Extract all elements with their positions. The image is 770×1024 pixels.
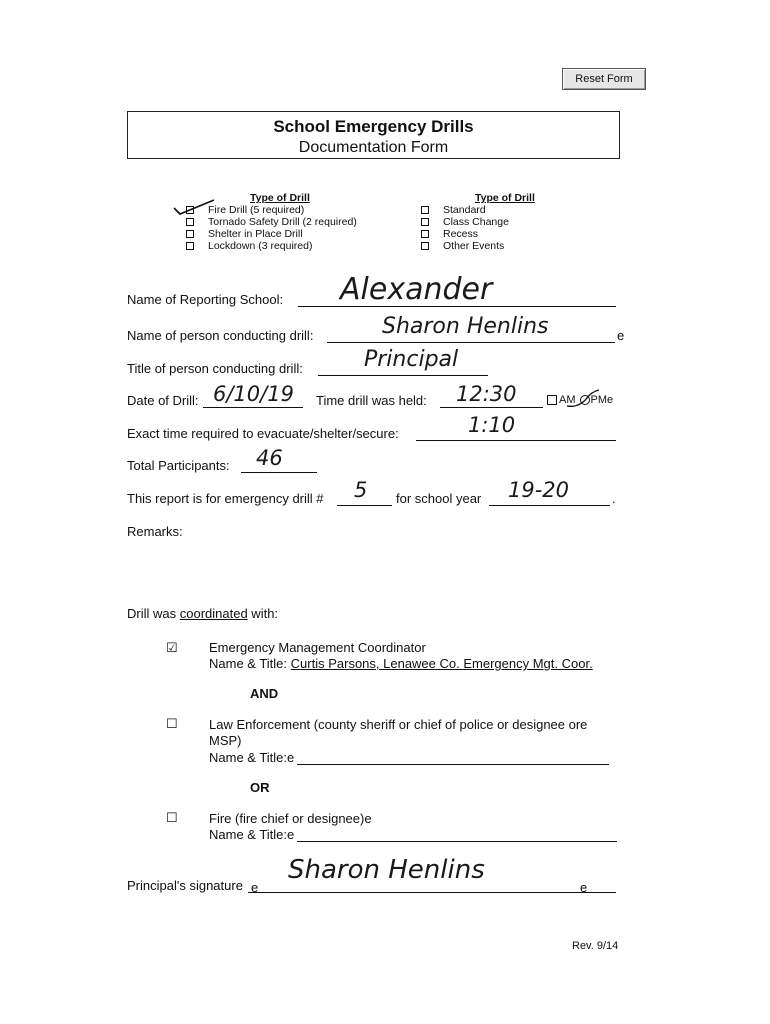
fire-name-line[interactable] [297,841,617,842]
date-label: Date of Drill: [127,393,199,408]
checkbox-lockdown-drill[interactable] [186,242,194,250]
signature-line [248,892,616,893]
option-fire-drill[interactable]: Fire Drill (5 required) [186,204,357,216]
checkbox-shelter-drill[interactable] [186,230,194,238]
person-label: Name of person conducting drill: [127,328,314,343]
am-pm-group: AM PM e [547,394,613,406]
participants-line [241,472,317,473]
checkbox-emc[interactable]: ☑ [166,640,178,655]
option-shelter-drill[interactable]: Shelter in Place Drill [186,228,357,240]
time-line [440,407,543,408]
law-label: Law Enforcement (county sheriff or chief of police or designee ore [209,717,588,732]
law-name-line[interactable] [297,764,609,765]
time-value[interactable]: 12:30 [456,382,517,406]
option-standard[interactable]: Standard [421,204,535,216]
law-label-2: MSP) [209,733,242,748]
year-value[interactable]: 19-20 [508,478,570,502]
drill-type-right [421,192,535,252]
fire-label: Fire (fire chief or designee)e [209,811,372,826]
checkbox-standard[interactable] [421,206,429,214]
date-value[interactable]: 6/10/19 [213,382,294,406]
checkbox-tornado-drill[interactable] [186,218,194,226]
drill-type-heading-left: Type of Drill [250,192,310,204]
person-line [327,342,615,343]
checkbox-law[interactable]: ☐ [166,716,178,731]
checkbox-am[interactable] [547,395,557,405]
emc-name-row: Name & Title: Curtis Parsons, Lenawee Co. Emergency Mgt. Coor. [209,656,593,671]
time-label: Time drill was held: [316,393,427,408]
school-value[interactable]: Alexander [340,272,493,307]
checkbox-recess[interactable] [421,230,429,238]
option-lockdown-drill[interactable]: Lockdown (3 required) [186,240,357,252]
form-subtitle: Documentation Form [298,139,449,156]
reset-form-button[interactable]: Reset Form [562,68,646,90]
emc-name-value[interactable]: Curtis Parsons, Lenawee Co. Emergency Mgt. Coor. [290,656,593,671]
report-value[interactable]: 5 [354,478,368,502]
option-recess[interactable]: Recess [421,228,535,240]
fire-name-label: Name & Title:e [209,827,295,842]
form-title: School Emergency Drills [273,117,474,136]
hand-checkmark-icon [170,196,220,218]
signature-value[interactable]: Sharon Henlins [288,855,485,885]
option-other-events[interactable]: Other Events [421,240,535,252]
checkbox-fire[interactable]: ☐ [166,810,178,825]
revision-label: Rev. 9/14 [572,940,619,952]
checkbox-other-events[interactable] [421,242,429,250]
report-label: This report is for emergency drill # [127,491,324,506]
or-label: OR [250,780,270,795]
title-box [127,111,620,159]
report-line [337,505,392,506]
person-title-line [318,375,488,376]
exact-time-value[interactable]: 1:10 [468,413,516,437]
signature-label: Principal's signature [127,878,243,893]
school-label: Name of Reporting School: [127,292,284,307]
checkbox-class-change[interactable] [421,218,429,226]
year-label: for school year [396,491,482,506]
year-line [489,505,610,506]
exact-time-label: Exact time required to evacuate/shelter/secure: [127,426,399,441]
remarks-label: Remarks: [127,524,183,539]
person-title-label: Title of person conducting drill: [127,361,303,376]
drill-type-heading-right: Type of Drill [475,192,535,204]
and-label: AND [250,686,279,701]
participants-label: Total Participants: [127,458,230,473]
coordination-heading: Drill was coordinated with: [127,606,279,621]
exact-time-line [416,440,616,441]
pm-scribble-icon [565,388,605,410]
participants-value[interactable]: 46 [256,446,283,470]
person-value[interactable]: Sharon Henlins [382,314,549,339]
emc-label: Emergency Management Coordinator [209,640,426,655]
option-class-change[interactable]: Class Change [421,216,535,228]
person-title-value[interactable]: Principal [364,347,459,372]
date-line [203,407,303,408]
option-tornado-drill[interactable]: Tornado Safety Drill (2 required) [186,216,357,228]
law-name-label: Name & Title:e [209,750,295,765]
